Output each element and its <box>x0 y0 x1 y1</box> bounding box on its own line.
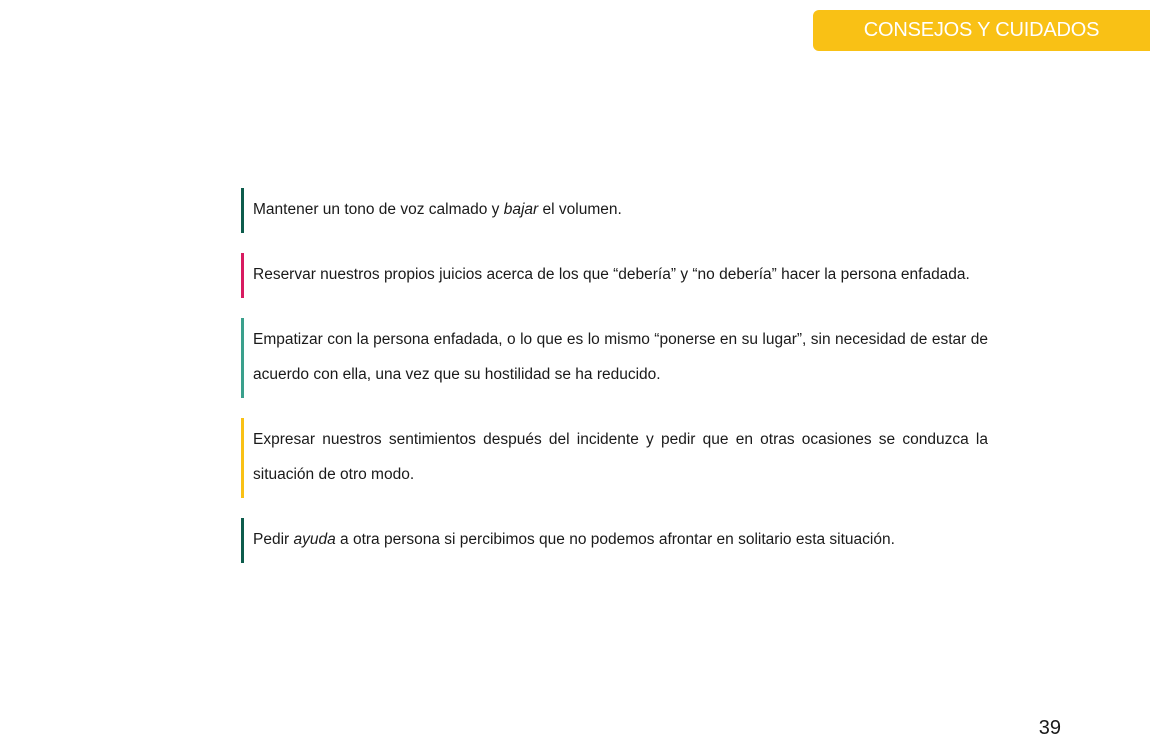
tip-item <box>241 418 988 498</box>
tip-text: Mantener un tono de voz calmado y <box>253 201 504 218</box>
tip-item <box>241 318 988 398</box>
tip-text: Expresar nuestros sentimientos después del incidente y pedir que en otras ocasiones se conduzca la situación de otro modo. <box>253 431 988 483</box>
section-title-tab <box>813 10 1150 51</box>
tip-text-end: a otra persona si percibimos que no podemos afrontar en solitario esta situación. <box>335 531 895 548</box>
tip-item <box>241 518 988 563</box>
tip-emphasis: bajar <box>503 201 539 218</box>
tip-text: Empatizar con la persona enfadada, o lo que es lo mismo “ponerse en su lugar”, sin necesidad de estar de acuerdo con ella, una vez que su hostilidad se ha reducido. <box>253 331 988 383</box>
page-number: 39 <box>1038 717 1061 739</box>
tip-item <box>241 253 988 298</box>
tips-list <box>241 188 988 583</box>
tip-text: Reservar nuestros propios juicios acerca de los que “debería” y “no debería” hacer la persona enfadada. <box>253 266 970 283</box>
tip-text-end: el volumen. <box>538 201 622 218</box>
tip-text: Pedir <box>253 531 294 548</box>
tip-item <box>241 188 988 233</box>
tip-emphasis: ayuda <box>293 531 336 548</box>
section-title: CONSEJOS Y CUIDADOS <box>863 19 1100 41</box>
